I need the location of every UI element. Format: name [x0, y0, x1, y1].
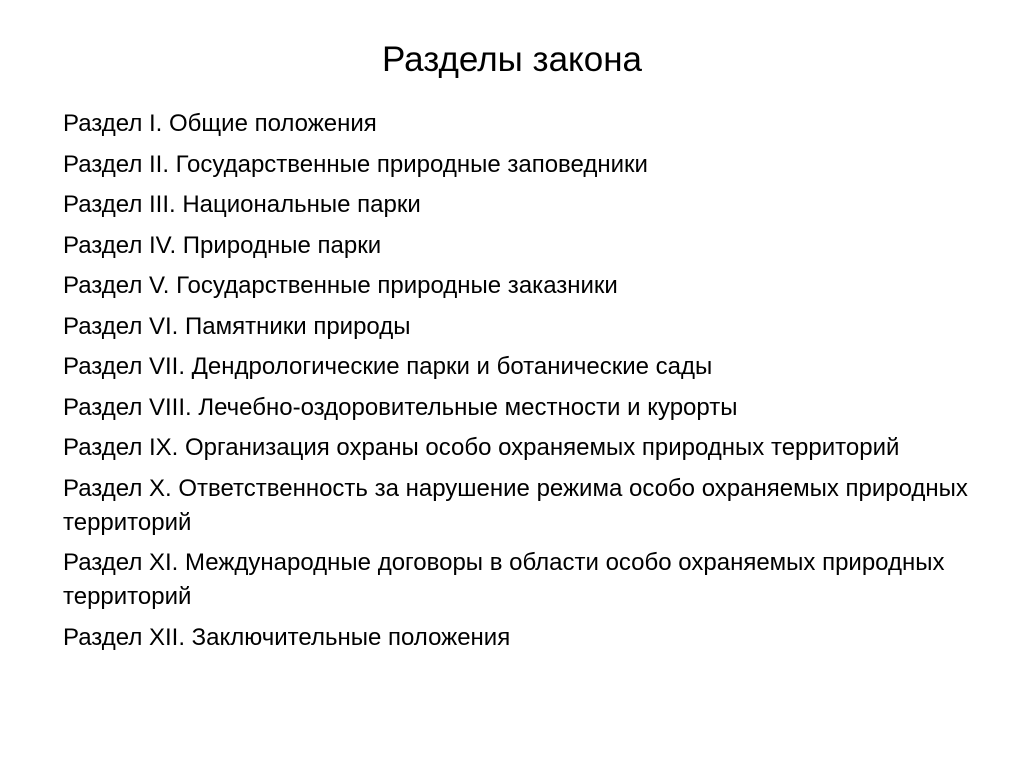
- section-item-9: Раздел IX. Организация охраны особо охраняемых природных территорий: [63, 434, 900, 461]
- section-item-3: Раздел III. Национальные парки: [63, 191, 421, 218]
- section-item-4: Раздел IV. Природные парки: [63, 231, 382, 259]
- section-item-5: Раздел V. Государственные природные заказники: [63, 272, 618, 299]
- section-item-11: Раздел XI. Международные договоры в области особо охраняемых природных территорий: [63, 549, 945, 610]
- slide-title: Разделы закона: [381, 40, 643, 79]
- sections-list: [63, 107, 983, 661]
- section-item-1: Раздел I. Общие положения: [63, 110, 377, 137]
- section-item-8: Раздел VIII. Лечебно-оздоровительные местности и курорты: [63, 393, 738, 421]
- section-item-12: Раздел XII. Заключительные положения: [63, 623, 511, 651]
- section-item-7: Раздел VII. Дендрологические парки и ботанические сады: [63, 353, 713, 380]
- section-item-10: Раздел X. Ответственность за нарушение режима особо охраняемых природных территорий: [63, 474, 968, 536]
- section-item-6: Раздел VI. Памятники природы: [63, 312, 411, 340]
- section-item-2: Раздел II. Государственные природные заповедники: [63, 150, 648, 178]
